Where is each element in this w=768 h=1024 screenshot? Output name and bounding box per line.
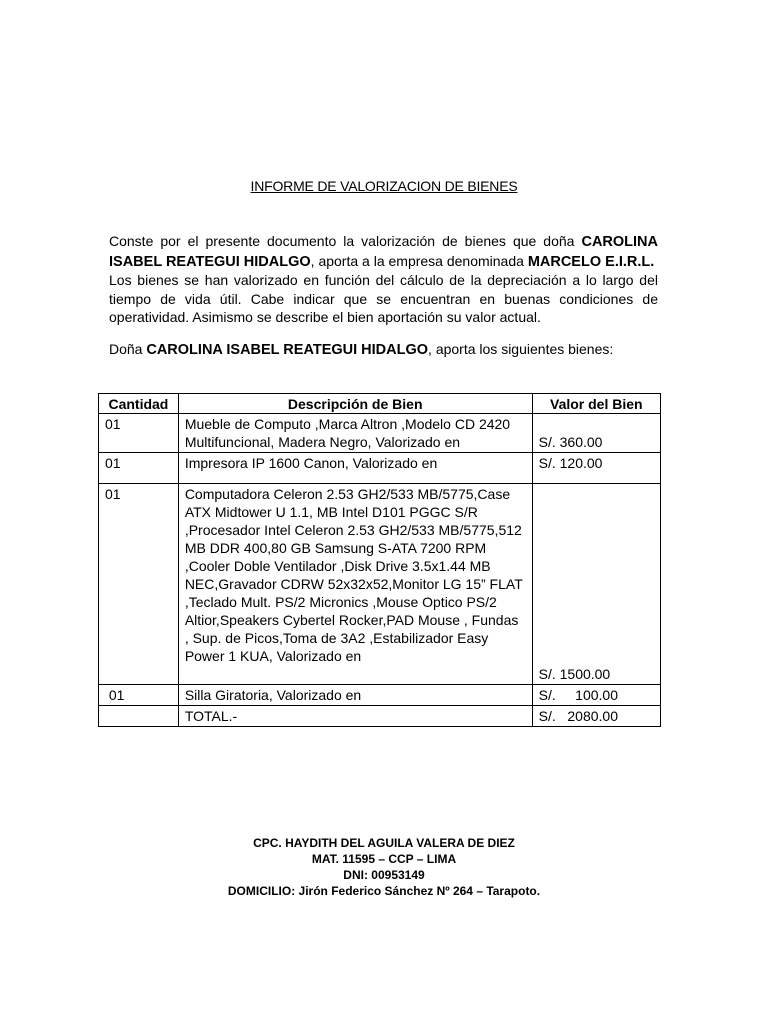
- header-quantity: Cantidad: [99, 394, 179, 414]
- table-row: [99, 685, 661, 706]
- assets-intro-text-2: , aporta los siguientes bienes:: [428, 341, 614, 357]
- assets-intro-text-1: Doña: [109, 341, 147, 357]
- table-row: [99, 484, 661, 685]
- table-total-row: [99, 706, 661, 727]
- row-description: Computadora Celeron 2.53 GH2/533 MB/5775,Case ATX Midtower U 1.1, MB Intel D101 PGGC S/R ,Procesador Intel Celeron 2.53 GH2/533 MB/5775,512 MB DDR 400,80 GB Samsung S-ATA 7200 RPM ,Cooler Doble Ventilador ,Disk Drive 3.5x1.44 MB NEC,Gravador CDRW 52x32x52,Monitor LG 15” FLAT ,Teclado Mult. PS/2 Micronics ,Mouse Optico PS/2 Altior,Speakers Cybertel Rocker,PAD Mouse , Fundas , Sup. de Picos,Toma de 3A2 ,Estabilizador Easy Power 1 KUA, Valorizado en: [178, 484, 532, 685]
- assets-table: [98, 393, 661, 727]
- signer-address: DOMICILIO: Jirón Federico Sánchez Nº 264 – Tarapoto.: [227, 884, 541, 898]
- table-row: [99, 453, 661, 484]
- row-quantity: 01: [99, 414, 179, 453]
- row-description: Mueble de Computo ,Marca Altron ,Modelo CD 2420 Multifuncional, Madera Negro, Valorizado en: [178, 414, 532, 453]
- row-description: Impresora IP 1600 Canon, Valorizado en: [178, 453, 532, 484]
- intro-paragraph: [109, 232, 658, 327]
- row-value: S/. 1500.00: [532, 484, 660, 685]
- assets-intro-paragraph: [109, 340, 658, 360]
- intro-text-1: Conste por el presente documento la valorización de bienes que doña: [109, 233, 582, 249]
- total-value: S/. 2080.00: [532, 706, 660, 727]
- signer-name: CPC. HAYDITH DEL AGUILA VALERA DE DIEZ: [253, 836, 515, 850]
- owner-name-2: CAROLINA ISABEL REATEGUI HIDALGO: [146, 342, 429, 358]
- total-label: TOTAL.-: [178, 706, 532, 727]
- intro-text-3: Los bienes se han valorizado en función del cálculo de la depreciación a lo largo del tiempo de vida útil. Cabe indicar que se encuentran en buenas condiciones de operatividad. Asimismo se describe el bien aportación su valor actual.: [109, 272, 658, 325]
- header-value: Valor del Bien: [532, 394, 660, 414]
- document-title: INFORME DE VALORIZACION DE BIENES: [250, 178, 518, 194]
- total-quantity-cell: [99, 706, 179, 727]
- owner-name: CAROLINA ISABEL REATEGUI HIDALGO: [109, 234, 658, 270]
- row-quantity: 01: [99, 453, 179, 484]
- table-header-row: [99, 394, 661, 414]
- header-description: Descripción de Bien: [178, 394, 532, 414]
- row-value: S/. 100.00: [532, 685, 660, 706]
- signer-dni: DNI: 00953149: [343, 868, 425, 882]
- signer-registration: MAT. 11595 – CCP – LIMA: [311, 852, 457, 866]
- row-value: S/. 120.00: [532, 453, 660, 484]
- signature-block: [0, 835, 768, 899]
- company-name: MARCELO E.I.R.L.: [527, 253, 655, 270]
- row-value: S/. 360.00: [532, 414, 660, 453]
- row-description: Silla Giratoria, Valorizado en: [178, 685, 532, 706]
- intro-text-2: , aporta a la empresa denominada: [310, 252, 528, 269]
- row-quantity: 01: [99, 685, 179, 706]
- row-quantity: 01: [99, 484, 179, 685]
- table-row: [99, 414, 661, 453]
